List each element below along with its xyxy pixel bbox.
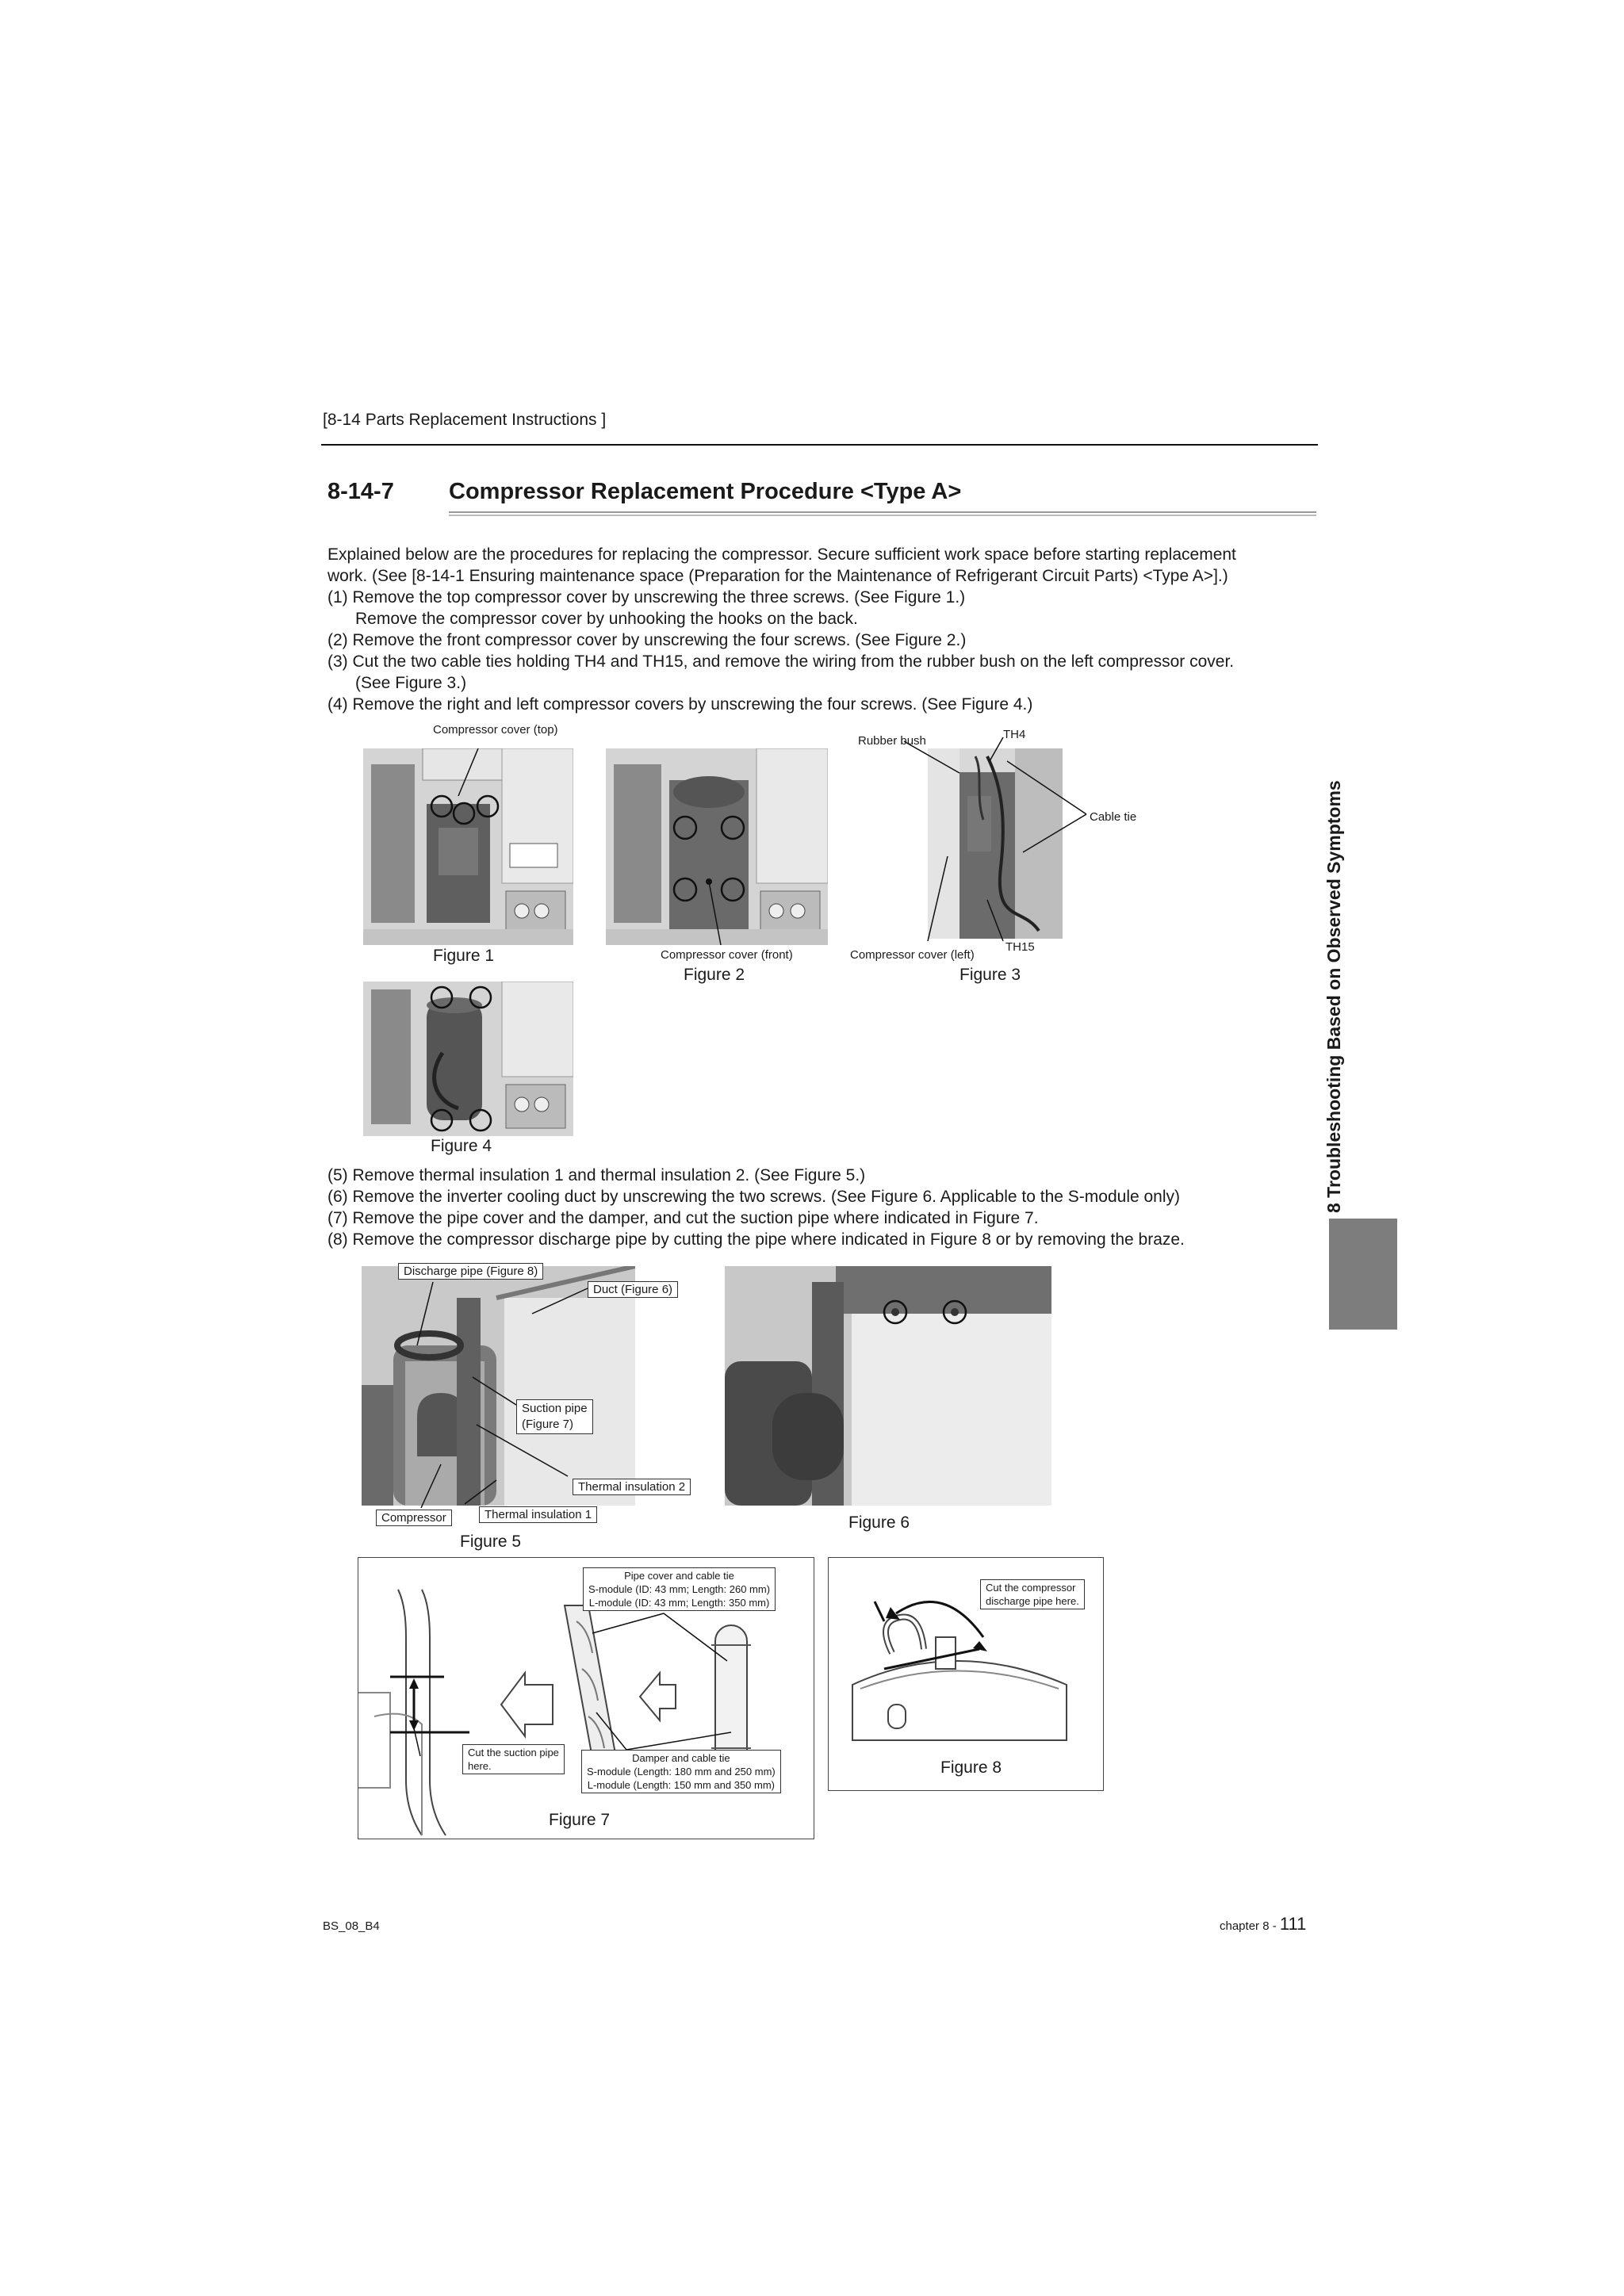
step-6: (6) Remove the inverter cooling duct by unscrewing the two screws. (See Figure 6. Applicable to the S-module only) <box>327 1188 1181 1206</box>
fig7-damper-line-2: S-module (Length: 180 mm and 250 mm) <box>587 1766 776 1777</box>
fig8-cut-discharge-line-1: Cut the compressor <box>986 1582 1076 1594</box>
fig7-cut-suction-line-2: here. <box>468 1760 492 1772</box>
fig7-pipe-cover-line-2: S-module (ID: 43 mm; Length: 260 mm) <box>588 1583 771 1595</box>
fig3-label-rubber-bush: Rubber bush <box>858 734 926 748</box>
fig5-label-thermal-insulation-1: Thermal insulation 1 <box>479 1506 597 1523</box>
footer-page <box>1220 1914 1306 1934</box>
figure-4-caption: Figure 4 <box>431 1137 492 1155</box>
fig7-cut-suction-line-1: Cut the suction pipe <box>468 1747 559 1758</box>
fig7-damper-line-3: L-module (Length: 150 mm and 350 mm) <box>587 1779 776 1791</box>
figure-2-caption: Figure 2 <box>684 966 745 984</box>
footer-page-number: 111 <box>1279 1914 1307 1934</box>
fig5-label-suction-pipe-line-1: Suction pipe <box>522 1402 588 1415</box>
fig7-pipe-cover-line-3: L-module (ID: 43 mm; Length: 350 mm) <box>588 1597 770 1609</box>
fig5-label-suction-pipe <box>516 1399 593 1434</box>
section-title: Compressor Replacement Procedure <Type A> <box>449 479 962 504</box>
footer-doc-code: BS_08_B4 <box>323 1919 380 1933</box>
figure-8-caption: Figure 8 <box>940 1758 1002 1777</box>
fig1-label-top: Compressor cover (top) <box>433 723 558 737</box>
fig3-label-th15: TH15 <box>1005 940 1035 954</box>
figure-4-photo <box>363 982 573 1136</box>
figure-1-photo <box>363 748 573 945</box>
fig8-label-cut-discharge <box>980 1579 1085 1609</box>
running-header: [8-14 Parts Replacement Instructions ] <box>323 411 607 429</box>
step-8: (8) Remove the compressor discharge pipe by cutting the pipe where indicated in Figure 8 or by removing the braze. <box>327 1230 1185 1249</box>
step-5: (5) Remove thermal insulation 1 and thermal insulation 2. (See Figure 5.) <box>327 1166 866 1184</box>
header-rule <box>321 444 1318 446</box>
fig7-label-cut-suction <box>462 1744 565 1774</box>
fig2-label-front: Compressor cover (front) <box>661 948 793 962</box>
fig3-label-th4: TH4 <box>1003 728 1026 741</box>
figure-3-caption: Figure 3 <box>959 966 1021 984</box>
fig5-label-compressor: Compressor <box>376 1510 452 1526</box>
section-title-rule-2 <box>449 515 1316 516</box>
fig5-label-discharge-pipe: Discharge pipe (Figure 8) <box>398 1263 543 1280</box>
fig3-label-cover-left: Compressor cover (left) <box>850 948 975 962</box>
figure-1-caption: Figure 1 <box>433 947 495 965</box>
step-7: (7) Remove the pipe cover and the damper, and cut the suction pipe where indicated in Figure 7. <box>327 1209 1039 1227</box>
figure-5-caption: Figure 5 <box>460 1533 522 1551</box>
fig3-label-cable-tie: Cable tie <box>1090 810 1137 824</box>
figure-2-photo <box>606 748 828 945</box>
fig5-label-duct: Duct (Figure 6) <box>588 1281 678 1298</box>
step-2: (2) Remove the front compressor cover by unscrewing the four screws. (See Figure 2.) <box>327 631 967 649</box>
figure-7-caption: Figure 7 <box>549 1811 611 1829</box>
footer-chapter-label: chapter 8 - <box>1220 1919 1280 1933</box>
fig8-cut-discharge-line-2: discharge pipe here. <box>986 1595 1079 1607</box>
figure-3-leaders <box>841 718 1126 955</box>
intro-line-2: work. (See [8-14-1 Ensuring maintenance space (Preparation for the Maintenance of Refrigerant Circuit Parts) <Type A>].) <box>327 567 1228 585</box>
step-3: (3) Cut the two cable ties holding TH4 and TH15, and remove the wiring from the rubber bush on the left compressor cover. <box>327 652 1235 671</box>
fig7-label-damper <box>581 1750 781 1793</box>
fig7-damper-line-1: Damper and cable tie <box>632 1752 730 1764</box>
figure-6-caption: Figure 6 <box>848 1513 910 1532</box>
step-1: (1) Remove the top compressor cover by unscrewing the three screws. (See Figure 1.) <box>327 588 966 607</box>
fig7-label-pipe-cover <box>583 1567 776 1611</box>
step-1-sub: Remove the compressor cover by unhooking the hooks on the back. <box>327 610 858 628</box>
intro-line-1: Explained below are the procedures for replacing the compressor. Secure sufficient work space before starting replacement <box>327 545 1236 564</box>
section-title-rule <box>449 511 1316 513</box>
side-chapter-tab-label: 8 Troubleshooting Based on Observed Symptoms <box>1323 780 1344 1213</box>
step-3-sub: (See Figure 3.) <box>327 674 467 692</box>
side-chapter-tab <box>1329 1219 1397 1330</box>
figure-6-photo <box>725 1266 1051 1506</box>
fig7-pipe-cover-line-1: Pipe cover and cable tie <box>624 1570 734 1582</box>
section-number: 8-14-7 <box>327 479 394 504</box>
fig5-label-suction-pipe-line-2: (Figure 7) <box>522 1418 574 1431</box>
fig5-label-thermal-insulation-2: Thermal insulation 2 <box>573 1479 691 1495</box>
step-4: (4) Remove the right and left compressor covers by unscrewing the four screws. (See Figure 4.) <box>327 695 1033 714</box>
